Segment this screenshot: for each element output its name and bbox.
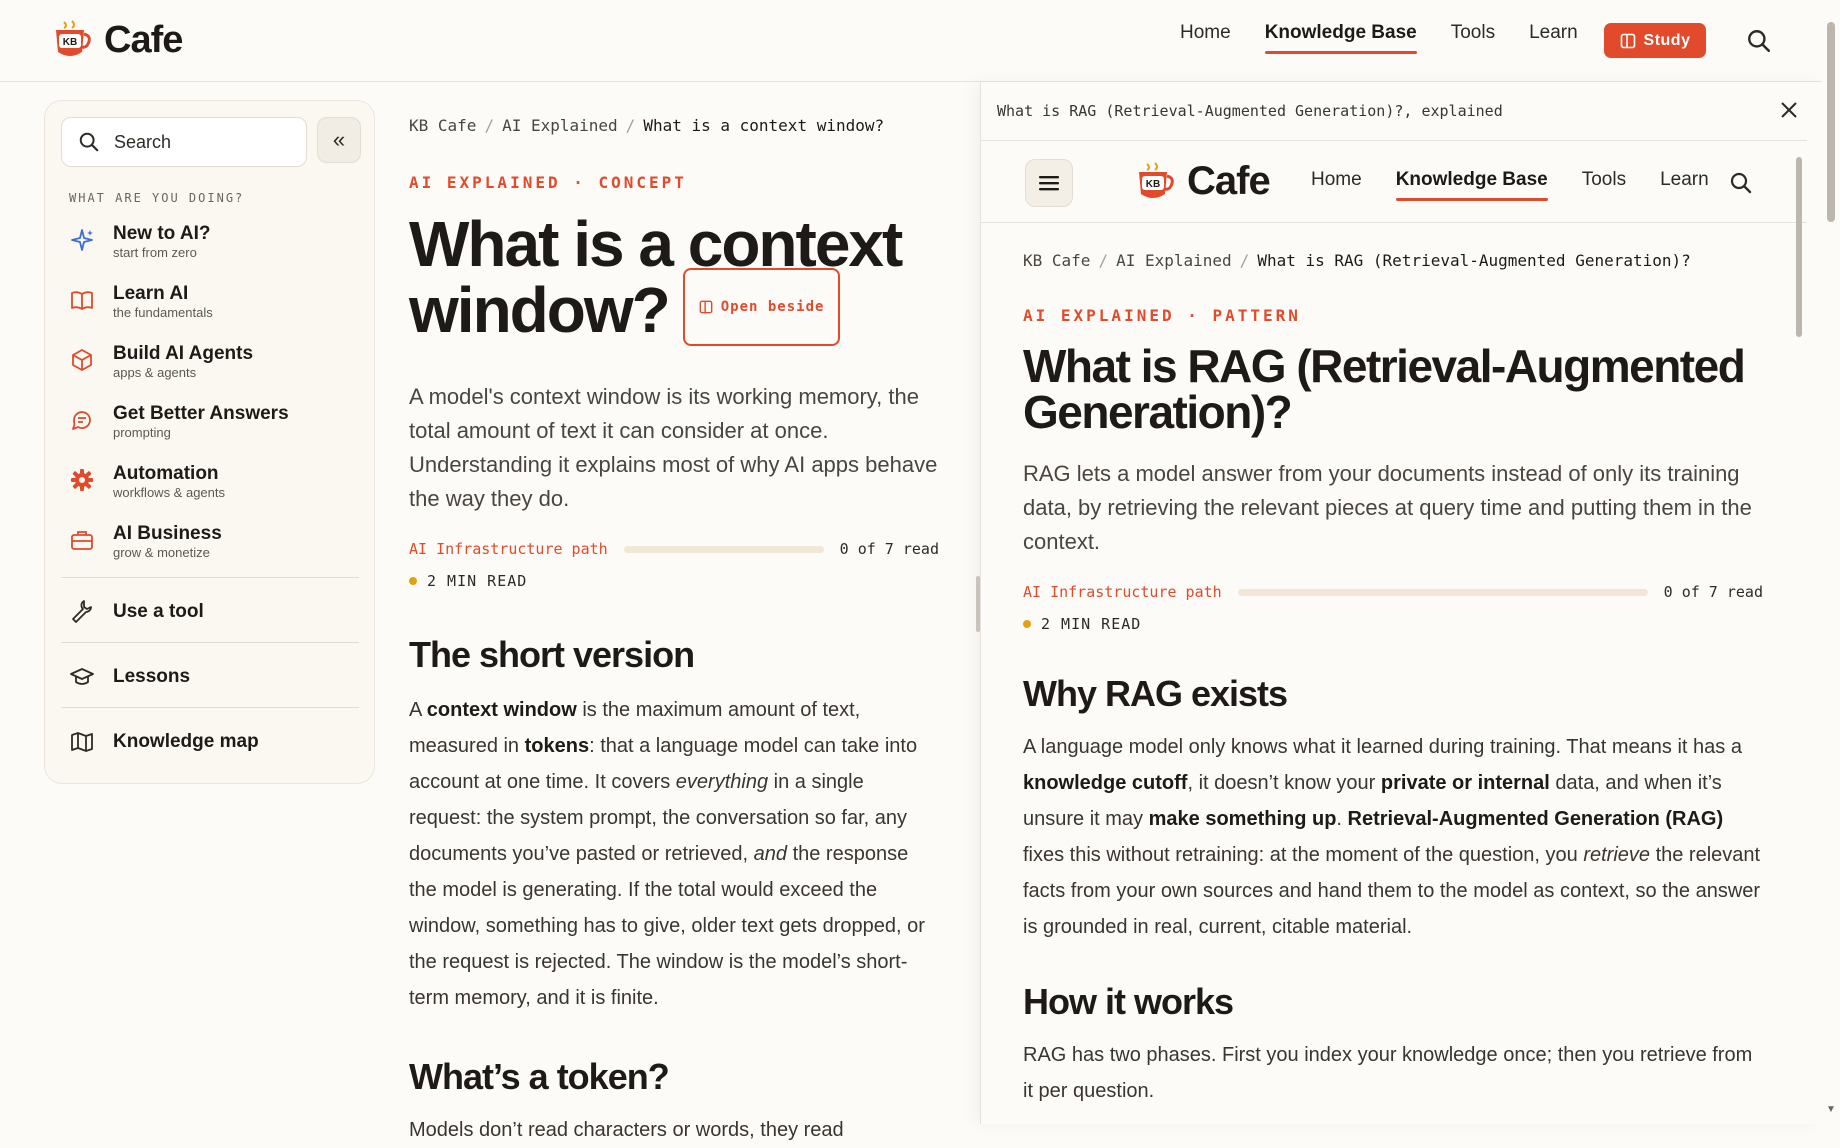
path-progress-bar	[1238, 589, 1648, 596]
chat-icon	[69, 407, 95, 433]
pane-site-logo[interactable]	[1133, 159, 1270, 204]
gear-icon	[69, 467, 95, 493]
path-progress-bar	[624, 546, 824, 553]
sidebar-divider	[61, 577, 359, 578]
sidebar-item-ai-business[interactable]	[69, 523, 222, 561]
brand-name: Cafe	[1187, 159, 1270, 203]
article-kicker: AI EXPLAINED · CONCEPT	[409, 173, 687, 192]
title-line: What is a context	[409, 208, 902, 280]
article-kicker: AI EXPLAINED · PATTERN	[1023, 306, 1301, 325]
nav-knowledge-base[interactable]: Knowledge Base	[1265, 22, 1417, 50]
pane-article	[1023, 223, 1763, 1109]
title-line: Generation)?	[1023, 386, 1292, 438]
page-title	[409, 208, 939, 354]
path-count: 0 of 7 read	[1663, 583, 1763, 601]
main-nav	[1180, 22, 1612, 50]
breadcrumb-current: What is a context window?	[643, 116, 885, 135]
article-lead: RAG lets a model answer from your documents instead of only its training data, by retrieving the relevant pieces at query time and putting them in the context.	[1023, 461, 1752, 554]
close-icon[interactable]	[1777, 98, 1801, 122]
sidebar-item-title: New to AI?	[113, 223, 211, 244]
nav-learn[interactable]: Learn	[1529, 22, 1578, 43]
briefcase-icon	[69, 527, 95, 553]
pane-nav-tools[interactable]: Tools	[1581, 169, 1627, 190]
open-beside-button[interactable]	[683, 268, 841, 346]
learning-path-progress[interactable]	[1023, 583, 1763, 601]
sidebar-item-subtitle: the fundamentals	[113, 305, 213, 320]
title-line: What is RAG (Retrieval-Augmented	[1023, 340, 1745, 392]
status-dot	[409, 577, 417, 585]
sidebar-link-use-a-tool[interactable]	[69, 599, 204, 625]
sidebar-link-label: Use a tool	[113, 601, 204, 622]
main-article	[409, 100, 939, 1148]
breadcrumb-item[interactable]: AI Explained	[502, 116, 618, 135]
pane-nav-learn[interactable]: Learn	[1660, 169, 1709, 190]
status-dot	[1023, 620, 1031, 628]
menu-button[interactable]	[1025, 159, 1073, 207]
sidebar-item-get-better-answers[interactable]	[69, 403, 289, 441]
breadcrumb: KB Cafe / AI Explained / What is a context window?	[409, 116, 885, 135]
nav-tools[interactable]: Tools	[1450, 22, 1496, 43]
path-count: 0 of 7 read	[839, 540, 939, 558]
sidebar-item-subtitle: apps & agents	[113, 365, 197, 380]
logo-badge: KB	[1145, 178, 1161, 190]
sidebar-divider	[61, 707, 359, 708]
study-button[interactable]	[1604, 23, 1706, 58]
site-logo[interactable]	[50, 18, 182, 62]
pane-nav-knowledge-base[interactable]: Knowledge Base	[1395, 169, 1548, 190]
scroll-down-arrow-icon[interactable]: ▼	[1826, 1104, 1836, 1115]
read-time	[409, 572, 939, 590]
sidebar-item-subtitle: prompting	[113, 425, 171, 440]
sidebar-item-title: Learn AI	[113, 283, 189, 304]
read-time	[1023, 615, 1763, 633]
pane-scrollbar[interactable]	[1791, 141, 1807, 1125]
pane-nav-home[interactable]: Home	[1311, 169, 1362, 190]
sidebar-search[interactable]	[61, 117, 307, 167]
sidebar-item-title: AI Business	[113, 523, 222, 544]
sidebar-item-automation[interactable]	[69, 463, 225, 501]
sidebar-link-knowledge-map[interactable]	[69, 729, 259, 755]
sidebar-item-build-ai-agents[interactable]	[69, 343, 253, 381]
sidebar	[44, 100, 375, 784]
sidebar-link-lessons[interactable]	[69, 664, 190, 690]
section-heading: How it works	[1023, 981, 1234, 1022]
sidebar-divider	[61, 642, 359, 643]
sidebar-link-label: Lessons	[113, 666, 191, 687]
cube-icon	[69, 347, 95, 373]
pane-navigation-bar	[981, 141, 1807, 223]
breadcrumb-current: What is RAG (Retrieval-Augmented Generation)?	[1257, 251, 1691, 270]
title-line: window?	[409, 273, 669, 346]
learning-path-progress[interactable]	[409, 540, 939, 558]
sidebar-item-subtitle: start from zero	[113, 245, 197, 260]
article-paragraph: Models don’t read characters or words, they read	[409, 1119, 844, 1141]
split-panel-icon	[1620, 33, 1636, 49]
section-heading: What’s a token?	[409, 1056, 669, 1097]
sidebar-item-subtitle: grow & monetize	[113, 545, 210, 560]
sidebar-search-label: Search	[114, 131, 172, 152]
article-paragraph: RAG has two phases. First you index your knowledge once; then you retrieve from it per question.	[1023, 1044, 1753, 1102]
sparkle-icon	[69, 227, 95, 253]
study-label: Study	[1643, 31, 1691, 49]
graduation-cap-icon	[69, 664, 95, 690]
double-chevron-left-icon: «	[332, 127, 346, 152]
wrench-icon	[69, 599, 95, 625]
read-time-label: 2 MIN READ	[427, 572, 528, 590]
sidebar-item-learn-ai[interactable]	[69, 283, 213, 321]
page-scrollbar[interactable]	[1822, 0, 1840, 1124]
article-lead: A model's context window is its working memory, the total amount of text it can consider at once. Understanding it explains most of why AI apps behave the way they do.	[409, 384, 938, 511]
search-icon	[78, 131, 100, 153]
page-scrollbar-thumb[interactable]	[1827, 22, 1835, 222]
kb-cup-logo-icon	[50, 18, 94, 62]
article-paragraph: A context window is the maximum amount of text, measured in tokens: that a language model can take into account at one time. It covers everything in a single request: the system prompt, the conversation so far, any documents you’ve pasted or retrieved, and the response the model is generating. If the total would exceed the window, something has to give, older text gets dropped, or the request is rejected. The window is the model’s short-term memory, and it is finite.	[409, 699, 925, 1009]
side-preview-pane	[980, 82, 1822, 1124]
path-label[interactable]: AI Infrastructure path	[1023, 583, 1222, 601]
top-navigation-bar	[0, 0, 1822, 82]
sidebar-item-title: Automation	[113, 463, 219, 484]
read-time-label: 2 MIN READ	[1041, 615, 1142, 633]
sidebar-item-subtitle: workflows & agents	[113, 485, 225, 500]
sidebar-item-new-to-ai[interactable]	[69, 223, 210, 261]
brand-name: Cafe	[104, 18, 183, 61]
open-beside-label: Open beside	[720, 299, 825, 315]
breadcrumb-item[interactable]: KB Cafe	[1023, 251, 1091, 270]
search-icon[interactable]	[1729, 171, 1753, 195]
path-label[interactable]: AI Infrastructure path	[409, 540, 608, 558]
nav-home[interactable]: Home	[1180, 22, 1231, 43]
split-panel-icon	[699, 300, 713, 314]
pane-frame	[981, 140, 1807, 1124]
collapse-sidebar-button[interactable]	[317, 117, 361, 163]
breadcrumb: KB Cafe / AI Explained / What is RAG (Retrieval-Augmented Generation)?	[1023, 251, 1691, 270]
pane-title: What is RAG (Retrieval-Augmented Generation)?, explained	[997, 102, 1503, 120]
breadcrumb-item[interactable]: AI Explained	[1116, 251, 1232, 270]
kb-cup-logo-icon	[1133, 160, 1177, 204]
section-heading: The short version	[409, 634, 695, 675]
breadcrumb-item[interactable]: KB Cafe	[409, 116, 477, 135]
hamburger-menu-icon	[1039, 175, 1059, 191]
map-icon	[69, 729, 95, 755]
search-icon[interactable]	[1746, 28, 1772, 54]
logo-badge: KB	[62, 37, 78, 48]
section-heading: Why RAG exists	[1023, 673, 1288, 714]
sidebar-item-title: Build AI Agents	[113, 343, 254, 364]
pane-scrollbar-thumb[interactable]	[1796, 157, 1802, 337]
sidebar-link-label: Knowledge map	[113, 731, 259, 752]
article-paragraph: A language model only knows what it learned during training. That means it has a knowledge cutoff, it doesn’t know your private or internal data, and when it’s unsure it may make something up. Retrieval-Augmented Generation (RAG) fixes this without retraining: at the moment of the question, you retrieve the relevant facts from your own sources and hand them to the model as context, so the answer is grounded in real, current, citable material.	[1023, 736, 1761, 938]
sidebar-heading: WHAT ARE YOU DOING?	[69, 191, 245, 205]
book-icon	[69, 287, 95, 313]
sidebar-item-title: Get Better Answers	[113, 403, 289, 424]
pane-nav-links	[1311, 169, 1743, 191]
pane-page-title	[1023, 340, 1763, 438]
